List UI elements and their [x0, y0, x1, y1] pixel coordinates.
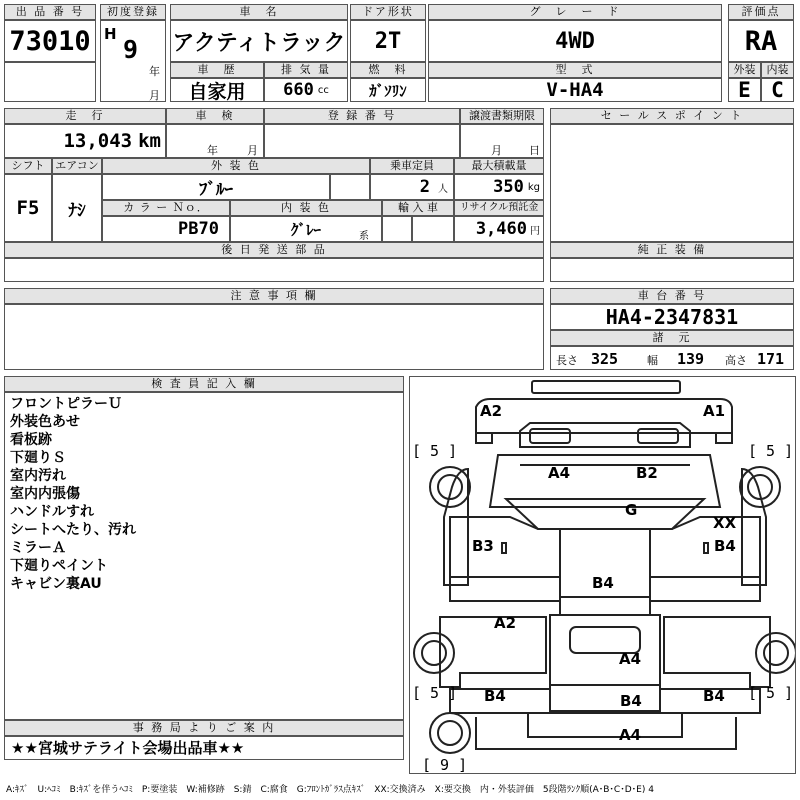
car-name-value: アクティトラック — [170, 20, 348, 62]
aircon-header: エアコン — [52, 158, 102, 174]
inspector-note: 室内汚れ — [10, 468, 66, 484]
inspection-month-unit: 月 — [247, 144, 258, 157]
damage-label-b4-right: B4 — [714, 537, 736, 555]
capacity-unit: 人 — [438, 183, 448, 195]
fuel-value: ｶﾞｿﾘﾝ — [350, 78, 426, 102]
office-notice-text: ★★宮城サテライト会場出品車★★ — [11, 739, 245, 757]
bed-rear-section — [550, 685, 660, 711]
width-label: 幅 — [647, 354, 658, 367]
interior-header: 内装 — [761, 62, 794, 78]
first-reg-header: 初度登録 — [100, 4, 166, 20]
inspector-note: キャビン裏AU — [10, 576, 102, 592]
max-load-header: 最大積載量 — [454, 158, 544, 174]
length-label: 長さ — [556, 354, 578, 367]
max-load-value: 350 — [493, 177, 524, 197]
left-handle — [502, 543, 506, 553]
model-header: 型 式 — [428, 62, 722, 78]
max-load-box — [454, 174, 544, 200]
later-parts-header: 後 日 発 送 部 品 — [4, 242, 544, 258]
mileage-header: 走 行 — [4, 108, 166, 124]
displacement-box — [264, 78, 348, 102]
rear-left-tire — [414, 633, 454, 673]
caution-header: 注 意 事 項 欄 — [4, 288, 544, 304]
tire-rating-front-right: [ 5 ] — [748, 442, 794, 460]
grade-header: グ レ ー ド — [428, 4, 722, 20]
damage-label-b4-right-rear: B4 — [703, 687, 725, 705]
int-color-box — [230, 216, 382, 242]
tire-rating-rear-left: [ 5 ] — [412, 684, 458, 702]
right-handle — [704, 543, 708, 553]
mileage-value: 13,043 — [63, 130, 133, 152]
tailgate — [528, 713, 682, 737]
recycle-value: 3,460 — [475, 219, 527, 239]
recycle-box — [454, 216, 544, 242]
front-bumper-outline — [532, 381, 680, 393]
model-value: V-HA4 — [428, 78, 722, 102]
lot-no-blank — [4, 62, 96, 102]
inspector-note: 下廻りペイント — [10, 558, 108, 574]
inspector-note: フロントピラーＵ — [10, 396, 122, 412]
later-parts-box — [4, 258, 544, 282]
inspection-year-unit: 年 — [207, 144, 218, 157]
damage-diagram — [409, 376, 796, 774]
office-notice-box — [4, 736, 404, 760]
first-reg-year-unit: 年 — [149, 65, 160, 78]
ext-color-blank — [330, 174, 370, 200]
left-bed-rail-top — [450, 577, 560, 601]
interior-score: C — [761, 78, 794, 102]
aircon-value: ﾅｼ — [52, 174, 102, 242]
chassis-no-value: HA4-2347831 — [550, 304, 794, 330]
transfer-day-unit: 日 — [529, 144, 540, 157]
int-color-header: 内 装 色 — [230, 200, 382, 216]
inspection-box — [166, 124, 264, 158]
damage-label-xx: XX — [713, 514, 737, 532]
inspector-note: ハンドルすれ — [10, 504, 94, 520]
damage-label-a1: A1 — [703, 402, 726, 420]
mileage-unit: km — [138, 130, 161, 152]
spare-tire — [430, 713, 470, 753]
damage-legend: A:ｷｽﾞ U:ﾍｺﾐ B:ｷｽﾞを伴うﾍｺﾐ P:要塗装 W:補修跡 S:錆 C:腐食 G:ﾌﾛﾝﾄｶﾞﾗｽ点ｷｽﾞ XX:交換済み X:要交換 内・外装評価 5段階ﾗﾝｸ順(A･B･C･D･E) 4 — [6, 785, 654, 795]
right-lamp — [638, 429, 678, 443]
genuine-equipment-header: 純 正 装 備 — [550, 242, 794, 258]
transfer-header: 譲渡書類期限 — [460, 108, 544, 124]
tire-rating-rear-right: [ 5 ] — [748, 684, 794, 702]
rear-bumper-outline — [476, 717, 736, 749]
tire-rating-spare: [ 9 ] — [422, 756, 468, 774]
length-value: 325 — [591, 350, 619, 368]
displacement-value: 660 — [283, 80, 314, 100]
left-bed-side — [440, 614, 546, 687]
height-value: 171 — [757, 350, 785, 368]
dimensions-header: 諸 元 — [550, 330, 794, 346]
ext-color-header: 外 装 色 — [102, 158, 370, 174]
sales-point-box — [550, 124, 794, 242]
damage-label-b2: B2 — [636, 464, 658, 482]
dimensions-box — [550, 346, 794, 370]
inspector-note: シートへたり、汚れ — [10, 522, 136, 538]
door-header: ドア形状 — [350, 4, 426, 20]
left-front-fender — [444, 469, 468, 585]
height-label: 高さ — [725, 354, 747, 367]
damage-label-g: G — [625, 501, 638, 519]
exterior-score: E — [728, 78, 761, 102]
genuine-equipment-box — [550, 258, 794, 282]
lot-no-header: 出 品 番 号 — [4, 4, 96, 20]
bed-front-section — [550, 615, 660, 685]
grade-value: 4WD — [428, 20, 722, 62]
car-name-header: 車 名 — [170, 4, 348, 20]
right-bed-side — [664, 617, 770, 687]
rear-right-tire — [756, 633, 795, 673]
front-left-tire — [430, 467, 470, 507]
caution-box — [4, 304, 544, 370]
damage-label-b4-center: B4 — [592, 574, 614, 592]
transfer-month-unit: 月 — [491, 144, 502, 157]
score-value: RA — [728, 20, 794, 62]
damage-label-a2-mid: A2 — [494, 614, 517, 632]
history-header: 車 歴 — [170, 62, 264, 78]
right-front-fender — [742, 469, 766, 585]
inspector-header: 検 査 員 記 入 欄 — [4, 376, 404, 392]
sales-point-header: セ ー ル ス ポ イ ン ト — [550, 108, 794, 124]
score-header: 評価点 — [728, 4, 794, 20]
shift-value: F5 — [4, 174, 52, 242]
inspection-header: 車 検 — [166, 108, 264, 124]
import-box-right — [412, 216, 454, 242]
first-reg-year: 9 — [123, 35, 139, 64]
shift-header: シフト — [4, 158, 52, 174]
recycle-unit: 円 — [530, 225, 540, 237]
color-no-value: PB70 — [102, 216, 230, 242]
int-color-unit: 系 — [359, 231, 369, 242]
first-reg-month-unit: 月 — [149, 89, 160, 102]
damage-label-a4-bottom: A4 — [619, 726, 642, 744]
chassis-no-header: 車 台 番 号 — [550, 288, 794, 304]
reg-no-header: 登 録 番 号 — [264, 108, 460, 124]
recycle-header: リサイクル預託金 — [454, 200, 544, 216]
damage-label-a4-bed: A4 — [619, 650, 642, 668]
import-box-left — [382, 216, 412, 242]
ext-color-value: ﾌﾞﾙｰ — [102, 174, 330, 200]
transfer-box — [460, 124, 544, 158]
first-reg-era: H — [104, 25, 117, 43]
history-value: 自家用 — [170, 78, 264, 102]
tire-rating-front-left: [ 5 ] — [412, 442, 458, 460]
damage-label-b4-left-rear: B4 — [484, 687, 506, 705]
capacity-box — [370, 174, 454, 200]
exterior-header: 外装 — [728, 62, 761, 78]
inspector-note: 外装色あせ — [10, 414, 80, 430]
reg-no-box — [264, 124, 460, 158]
import-header: 輸 入 車 — [382, 200, 454, 216]
damage-label-b4-tail: B4 — [620, 692, 642, 710]
fuel-header: 燃 料 — [350, 62, 426, 78]
max-load-unit: kg — [527, 181, 540, 193]
right-bed-rail-top — [650, 577, 760, 601]
inspector-note: 下廻りＳ — [10, 450, 66, 466]
first-reg-box — [100, 20, 166, 102]
displacement-unit: cc — [317, 84, 329, 96]
damage-label-b3: B3 — [472, 537, 494, 555]
int-color-value: ｸﾞﾚｰ — [290, 220, 321, 239]
damage-label-a2-top: A2 — [480, 402, 503, 420]
front-right-tire — [740, 467, 780, 507]
damage-label-a4-hood: A4 — [548, 464, 571, 482]
rear-window — [560, 597, 650, 615]
lot-no-value: 73010 — [4, 20, 96, 62]
color-no-header: カ ラ ー Ｎｏ． — [102, 200, 230, 216]
windshield-outline — [506, 499, 704, 529]
capacity-value: 2 — [419, 177, 430, 197]
mileage-box — [4, 124, 166, 158]
door-value: 2T — [350, 20, 426, 62]
office-notice-header: 事 務 局 よ り ご 案 内 — [4, 720, 404, 736]
inspector-note: 看板跡 — [10, 432, 52, 448]
displacement-header: 排 気 量 — [264, 62, 348, 78]
front-top-outline — [476, 399, 732, 433]
left-lamp — [530, 429, 570, 443]
inspector-notes-box — [4, 392, 404, 720]
inspector-note: ミラーＡ — [10, 540, 66, 556]
inspector-note: 室内内張傷 — [10, 486, 80, 502]
capacity-header: 乗車定員 — [370, 158, 454, 174]
width-value: 139 — [677, 350, 705, 368]
